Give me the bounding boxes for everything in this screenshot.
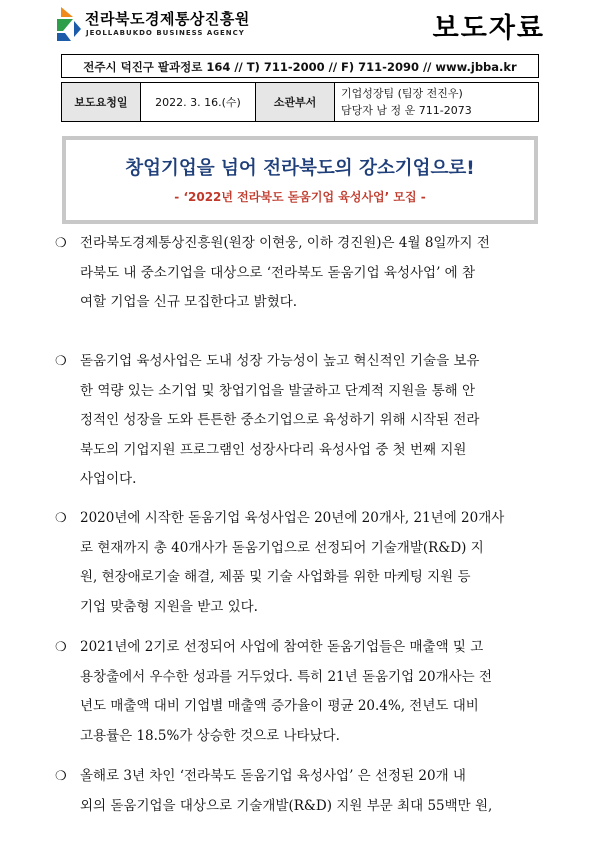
department-team: 기업성장팀 (팀장 전진우): [341, 87, 463, 100]
request-date-label: 보도요청일: [62, 83, 141, 122]
paragraph-line: 기업 맞춤형 지원을 받고 있다.: [80, 598, 258, 615]
address-bar: 전주시 덕진구 팔과정로 164 // T) 711-2000 // F) 711-2090 // www.jbba.kr: [61, 54, 539, 78]
paragraph-line: 라북도 내 중소기업을 대상으로 ‘전라북도 돋움기업 육성사업’ 에 참: [80, 264, 476, 281]
paragraph-line: 사업이다.: [80, 471, 137, 487]
paragraph-line: 원, 현장애로기술 해결, 제품 및 기술 사업화를 위한 마케팅 지원 등: [80, 569, 471, 585]
bullet-circle-icon: ❍: [55, 354, 67, 369]
paragraph-line: 올해로 3년 차인 ‘전라북도 돋움기업 육성사업’ 은 선정된 20개 내: [80, 768, 466, 784]
paragraph-line: 여할 기업을 신규 모집한다고 밝혔다.: [80, 294, 298, 310]
bullet-circle-icon: ❍: [55, 236, 67, 251]
document-type-title: 보도자료: [432, 13, 545, 44]
subheadline: - ‘2022년 전라북도 돋움기업 육성사업’ 모집 -: [174, 190, 426, 204]
paragraph-line: 북도의 기업지원 프로그램인 성장사다리 육성사업 중 첫 번째 지원: [80, 441, 467, 458]
release-info-table: [61, 82, 539, 122]
headline-box: [62, 136, 538, 224]
paragraph-line: 고용률은 18.5%가 상승한 것으로 나타났다.: [80, 727, 340, 744]
paragraph-line: 돋움기업 육성사업은 도내 성장 가능성이 높고 혁신적인 기술을 보유: [80, 353, 480, 369]
agency-logo-icon: [55, 7, 81, 41]
headline: 창업기업을 넘어 전라북도의 강소기업으로!: [125, 158, 475, 179]
department-label: 소관부서: [256, 83, 335, 122]
paragraph-line: 용창출에서 우수한 성과를 거두었다. 특히 21년 돋움기업 20개사는 전: [80, 668, 493, 685]
department-contact: [335, 83, 539, 122]
org-name: 전라북도경제통상진흥원: [85, 10, 250, 28]
paragraph-line: 2020년에 시작한 돋움기업 육성사업은 20년에 20개사, 21년에 20개사: [80, 510, 505, 526]
paragraph-line: 정적인 성장을 도와 튼튼한 중소기업으로 육성하기 위해 시작된 전라: [80, 412, 480, 428]
paragraph-line: 2021년에 2기로 선정되어 사업에 참여한 돋움기업들은 매출액 및 고: [80, 639, 484, 655]
org-name-english: JEOLLABUKDO BUSINESS AGENCY: [86, 29, 245, 37]
bullet-circle-icon: ❍: [55, 769, 67, 784]
paragraph-line: 전라북도경제통상진흥원(원장 이현웅, 이하 경진원)은 4월 8일까지 전: [80, 235, 490, 251]
paragraph-line: 한 역량 있는 소기업 및 창업기업을 발굴하고 단계적 지원을 통해 안: [80, 382, 476, 399]
bullet-circle-icon: ❍: [55, 640, 67, 655]
paragraph-line: 로 현재까지 총 40개사가 돋움기업으로 선정되어 기술개발(R&D) 지: [80, 539, 484, 556]
paragraph-line: 외의 돋움기업을 대상으로 기술개발(R&D) 지원 부문 최대 55백만 원,: [80, 797, 493, 814]
request-date-value: 2022. 3. 16.(수): [141, 83, 256, 122]
header: [55, 0, 545, 50]
department-contact-person: 담당자 남 정 운 711-2073: [341, 104, 472, 117]
paragraph-line: 년도 매출액 대비 기업별 매출액 증가율이 평균 20.4%, 전년도 대비: [80, 698, 479, 714]
bullet-circle-icon: ❍: [55, 511, 67, 526]
